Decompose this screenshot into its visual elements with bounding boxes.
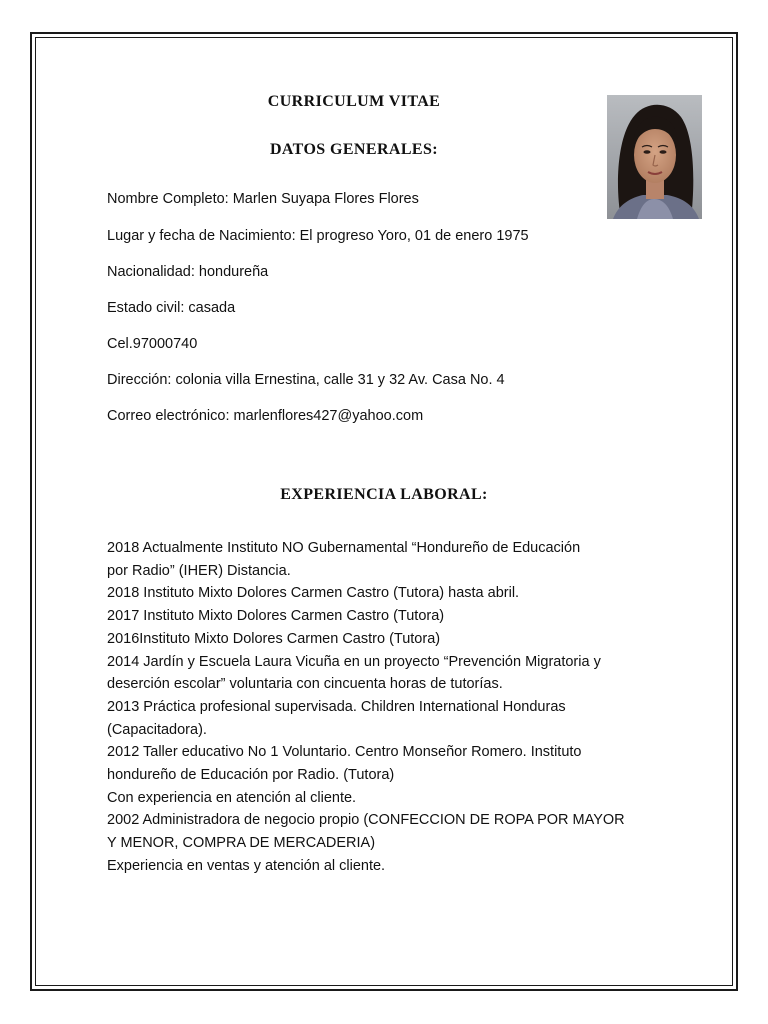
experience-line: deserción escolar” voluntaria con cincuenta horas de tutorías. [107, 676, 503, 693]
experience-line: Con experiencia en atención al cliente. [107, 789, 357, 806]
experience-line: 2002 Administradora de negocio propio (CONFECCION DE ROPA POR MAYOR [107, 812, 625, 829]
experience-line: hondureño de Educación por Radio. (Tutora) [107, 767, 395, 784]
section-heading-general: DATOS GENERALES: [269, 141, 439, 158]
experience-line: 2012 Taller educativo No 1 Voluntario. Centro Monseñor Romero. Instituto [107, 744, 582, 761]
experience-line: 2013 Práctica profesional supervisada. Children International Honduras [107, 698, 566, 715]
field-nationality: Nacionalidad: hondureña [107, 264, 269, 280]
field-birth-place-date: Lugar y fecha de Nacimiento: El progreso Yoro, 01 de enero 1975 [107, 228, 529, 244]
field-address: Dirección: colonia villa Ernestina, calle 31 y 32 Av. Casa No. 4 [107, 372, 505, 388]
field-phone: Cel.97000740 [107, 336, 198, 352]
experience-line: (Capacitadora). [107, 721, 207, 738]
field-email: Correo electrónico: marlenflores427@yahoo.com [107, 408, 424, 424]
experience-list [107, 537, 677, 878]
experience-line: 2017 Instituto Mixto Dolores Carmen Castro (Tutora) [107, 608, 445, 625]
field-marital-status: Estado civil: casada [107, 300, 236, 316]
experience-line: por Radio” (IHER) Distancia. [107, 562, 291, 579]
section-heading-experience: EXPERIENCIA LABORAL: [280, 486, 488, 503]
experience-line: Y MENOR, COMPRA DE MERCADERIA) [107, 835, 376, 852]
experience-line: Experiencia en ventas y atención al cliente. [107, 857, 386, 874]
experience-line: 2016Instituto Mixto Dolores Carmen Castro (Tutora) [107, 630, 441, 647]
experience-line: 2018 Actualmente Instituto NO Gubernamental “Hondureño de Educación [107, 540, 581, 556]
experience-line: 2014 Jardín y Escuela Laura Vicuña en un proyecto “Prevención Migratoria y [107, 653, 601, 670]
portrait-photo [607, 95, 702, 219]
document-title: CURRICULUM VITAE [267, 93, 441, 110]
experience-line: 2018 Instituto Mixto Dolores Carmen Castro (Tutora) hasta abril. [107, 585, 520, 602]
field-full-name: Nombre Completo: Marlen Suyapa Flores Flores [107, 191, 419, 207]
